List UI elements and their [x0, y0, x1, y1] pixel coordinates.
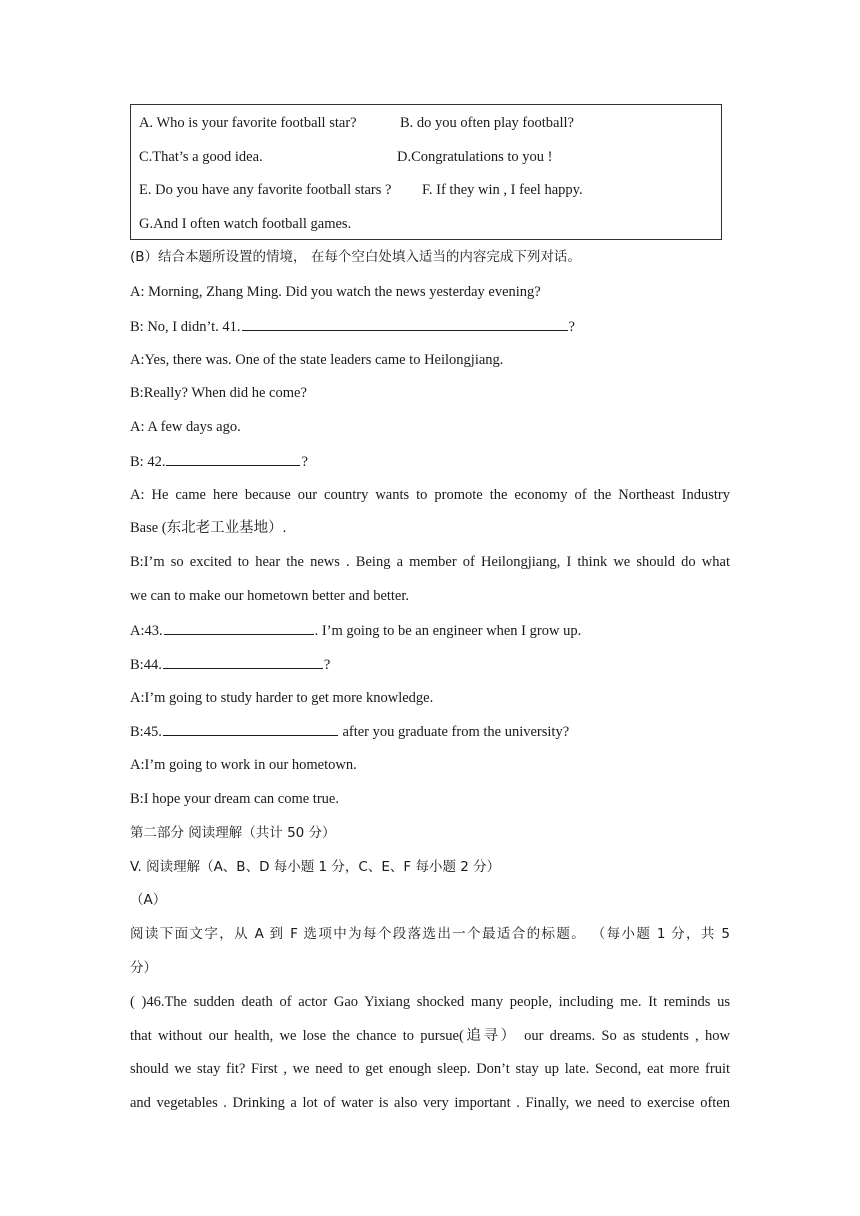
dialogue-line: A: He came here because our country wants to promote the economy of the Northeast Industry: [130, 487, 730, 503]
dialogue-line: B:I hope your dream can come true.: [130, 791, 339, 807]
dialogue-line: A: A few days ago.: [130, 419, 241, 435]
dialogue-text: Base (东北老工业基地）.: [130, 520, 287, 536]
dialogue-text: . I’m going to be an engineer when I grow up.: [314, 623, 582, 639]
dialogue-line-42: [130, 450, 730, 472]
passage-46-line: and vegetables . Drinking a lot of water is also very important . Finally, we need to exercise often: [130, 1095, 730, 1111]
section-b-instruction: (B）结合本题所设置的情境， 在每个空白处填入适当的内容完成下列对话。: [130, 249, 581, 265]
dialogue-text: after you graduate from the university?: [338, 724, 570, 740]
dialogue-text: ?: [568, 319, 575, 335]
option-f: F. If they win , I feel happy.: [422, 182, 583, 198]
answer-blank-41[interactable]: [242, 315, 568, 331]
option-g: G.And I often watch football games.: [139, 216, 352, 232]
option-c: C.That’s a good idea.: [139, 149, 263, 165]
dialogue-line: A:I’m going to work in our hometown.: [130, 757, 357, 773]
dialogue-text: B: No, I didn’t. 41.: [130, 319, 241, 335]
dialogue-line-43: [130, 619, 730, 641]
dialogue-text: B:44.: [130, 657, 162, 673]
option-b: B. do you often play football?: [400, 115, 574, 131]
option-d: D.Congratulations to you !: [397, 149, 553, 165]
subsection-a-label: （A）: [130, 892, 167, 908]
dialogue-text: ?: [323, 657, 331, 673]
dialogue-line-45: [130, 720, 730, 742]
option-e: E. Do you have any favorite football stars ?: [139, 182, 392, 198]
dialogue-text: ?: [301, 454, 308, 470]
dialogue-line-44: [130, 653, 730, 675]
dialogue-line: A:I’m going to study harder to get more knowledge.: [130, 690, 434, 706]
dialogue-line: A: Morning, Zhang Ming. Did you watch the news yesterday evening?: [130, 284, 541, 300]
option-row-2: [139, 147, 553, 167]
answer-blank-44[interactable]: [163, 653, 323, 669]
passage-46-line: that without our health, we lose the chance to pursue(追寻） our dreams. So as students , how: [130, 1028, 730, 1044]
option-a: A. Who is your favorite football star?: [139, 115, 357, 131]
options-box: [130, 104, 722, 240]
dialogue-line: we can to make our hometown better and better.: [130, 588, 410, 604]
dialogue-text: A:43.: [130, 623, 163, 639]
reading-instruction-cont: 分）: [130, 960, 157, 976]
option-row-4: [139, 214, 351, 234]
dialogue-line: [130, 517, 730, 539]
part-two-heading: 第二部分 阅读理解（共计 50 分）: [130, 825, 336, 841]
option-row-3: [139, 180, 583, 200]
dialogue-line: A:Yes, there was. One of the state leaders came to Heilongjiang.: [130, 352, 504, 368]
passage-46-line: ( )46.The sudden death of actor Gao Yixiang shocked many people, including me. It reminds us: [130, 994, 730, 1010]
answer-blank-43[interactable]: [164, 619, 314, 635]
dialogue-text: B: 42.: [130, 454, 166, 470]
dialogue-line: B:I’m so excited to hear the news . Being a member of Heilongjiang, I think we should do what: [130, 554, 730, 570]
dialogue-line-41: [130, 315, 730, 337]
option-row-1: [139, 113, 574, 133]
reading-instruction: 阅读下面文字，从 A 到 F 选项中为每个段落选出一个最适合的标题。 （每小题 1 分，共 5: [130, 926, 730, 942]
section-v-heading: V. 阅读理解（A、B、D 每小题 1 分，C、E、F 每小题 2 分）: [130, 859, 501, 875]
answer-blank-45[interactable]: [163, 720, 338, 736]
passage-46-line: should we stay fit? First , we need to get enough sleep. Don’t stay up late. Second, eat more fruit: [130, 1061, 730, 1077]
answer-blank-42[interactable]: [166, 450, 300, 466]
dialogue-line: B:Really? When did he come?: [130, 385, 307, 401]
dialogue-text: B:45.: [130, 724, 162, 740]
